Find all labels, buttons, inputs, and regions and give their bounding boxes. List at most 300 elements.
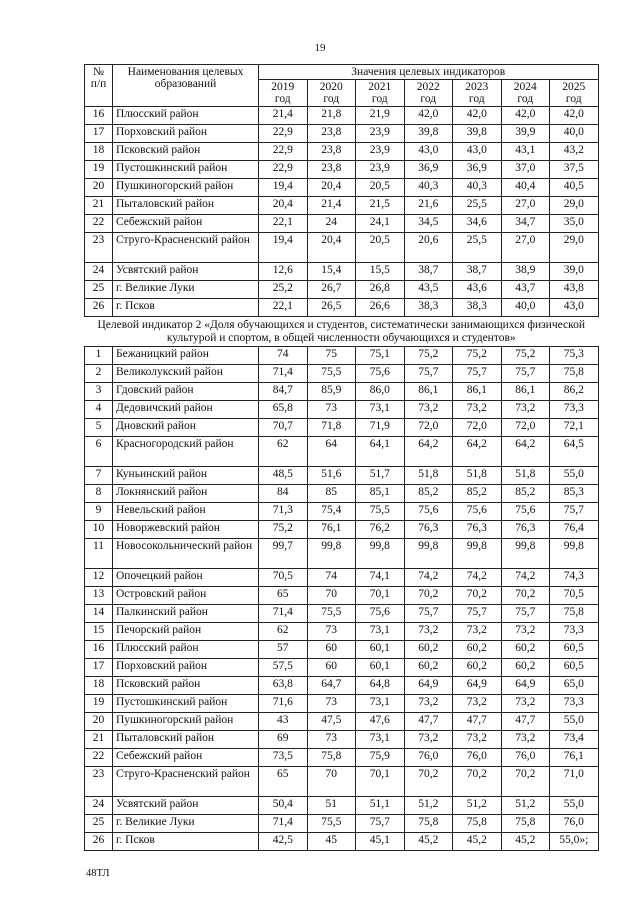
row-value: 75,8 [453, 815, 502, 833]
row-value: 43,0 [404, 143, 453, 161]
row-district-name: Новоржевский район [113, 521, 259, 539]
table-row [85, 521, 599, 539]
row-value: 40,4 [501, 179, 550, 197]
row-value: 60,5 [550, 641, 599, 659]
row-value: 22,1 [259, 215, 308, 233]
row-value: 86,1 [453, 383, 502, 401]
row-value: 34,6 [453, 215, 502, 233]
row-number: 26 [85, 833, 113, 851]
row-value: 75,7 [356, 815, 405, 833]
row-value: 40,3 [453, 179, 502, 197]
row-value: 36,9 [453, 161, 502, 179]
row-value: 42,0 [501, 107, 550, 125]
row-value: 47,7 [453, 713, 502, 731]
row-value: 42,0 [404, 107, 453, 125]
row-value: 73 [307, 623, 356, 641]
table-row [85, 347, 599, 365]
row-value: 73,5 [259, 749, 308, 767]
row-number: 23 [85, 233, 113, 263]
row-value: 75,6 [356, 365, 405, 383]
row-value: 75,7 [404, 605, 453, 623]
row-value: 39,9 [501, 125, 550, 143]
row-value: 76,1 [307, 521, 356, 539]
row-value: 57 [259, 641, 308, 659]
row-value: 23,8 [307, 125, 356, 143]
row-value: 45,2 [453, 833, 502, 851]
table-row [85, 815, 599, 833]
row-value: 74 [307, 569, 356, 587]
row-value: 55,0 [550, 797, 599, 815]
row-value: 60,1 [356, 641, 405, 659]
row-value: 37,5 [550, 161, 599, 179]
row-value: 51,1 [356, 797, 405, 815]
row-value: 23,9 [356, 161, 405, 179]
row-value: 64,7 [307, 677, 356, 695]
row-value: 75,7 [501, 605, 550, 623]
row-number: 20 [85, 179, 113, 197]
row-value: 70,5 [259, 569, 308, 587]
table-row [85, 605, 599, 623]
row-value: 38,7 [404, 263, 453, 281]
row-value: 21,8 [307, 107, 356, 125]
row-value: 25,5 [453, 197, 502, 215]
row-value: 73,3 [550, 623, 599, 641]
row-value: 50,4 [259, 797, 308, 815]
row-value: 73,2 [501, 401, 550, 419]
row-value: 73,2 [453, 623, 502, 641]
row-number: 2 [85, 365, 113, 383]
row-value: 74,3 [550, 569, 599, 587]
row-value: 43,0 [453, 143, 502, 161]
row-value: 51,6 [307, 467, 356, 485]
table-row [85, 179, 599, 197]
row-value: 85,9 [307, 383, 356, 401]
row-value: 40,3 [404, 179, 453, 197]
row-value: 85,2 [501, 485, 550, 503]
row-value: 85,2 [453, 485, 502, 503]
row-district-name: г. Псков [113, 833, 259, 851]
row-value: 60,2 [501, 641, 550, 659]
row-value: 36,9 [404, 161, 453, 179]
row-value: 73,2 [501, 695, 550, 713]
row-value: 73,3 [550, 401, 599, 419]
row-number: 4 [85, 401, 113, 419]
row-value: 99,7 [259, 539, 308, 569]
row-value: 38,3 [404, 299, 453, 317]
row-value: 75,4 [307, 503, 356, 521]
row-value: 73,1 [356, 731, 405, 749]
row-value: 76,2 [356, 521, 405, 539]
row-value: 76,0 [550, 815, 599, 833]
row-number: 17 [85, 659, 113, 677]
row-value: 75 [307, 347, 356, 365]
page-number: 19 [314, 42, 326, 54]
table-row [85, 401, 599, 419]
row-district-name: Плюсский район [113, 107, 259, 125]
row-number: 19 [85, 695, 113, 713]
row-district-name: г. Псков [113, 299, 259, 317]
row-value: 86,1 [501, 383, 550, 401]
table-row [85, 677, 599, 695]
row-value: 99,8 [453, 539, 502, 569]
row-value: 19,4 [259, 179, 308, 197]
row-district-name: г. Великие Луки [113, 281, 259, 299]
row-district-name: г. Великие Луки [113, 815, 259, 833]
row-value: 73,2 [404, 623, 453, 641]
row-value: 73 [307, 401, 356, 419]
row-district-name: Пыталовский район [113, 197, 259, 215]
row-value: 51,2 [453, 797, 502, 815]
row-value: 71,4 [259, 605, 308, 623]
row-value: 20,5 [356, 233, 405, 263]
row-value: 70,7 [259, 419, 308, 437]
row-value: 76,3 [453, 521, 502, 539]
row-value: 45,2 [404, 833, 453, 851]
row-number: 6 [85, 437, 113, 467]
row-number: 22 [85, 749, 113, 767]
table-row [85, 419, 599, 437]
row-value: 70,2 [404, 767, 453, 797]
row-value: 75,2 [501, 347, 550, 365]
row-district-name: Бежаницкий район [113, 347, 259, 365]
row-value: 23,9 [356, 125, 405, 143]
row-district-name: Дедовичский район [113, 401, 259, 419]
row-value: 26,7 [307, 281, 356, 299]
row-value: 73 [307, 731, 356, 749]
row-value: 84,7 [259, 383, 308, 401]
table-row [85, 797, 599, 815]
row-value: 99,8 [404, 539, 453, 569]
table-row [85, 659, 599, 677]
table-row [85, 695, 599, 713]
row-value: 86,2 [550, 383, 599, 401]
row-value: 47,7 [404, 713, 453, 731]
row-number: 26 [85, 299, 113, 317]
row-district-name: Великолукский район [113, 365, 259, 383]
table-row [85, 299, 599, 317]
row-value: 43,5 [404, 281, 453, 299]
row-district-name: Куньинский район [113, 467, 259, 485]
row-number: 19 [85, 161, 113, 179]
row-value: 24,1 [356, 215, 405, 233]
row-value: 38,7 [453, 263, 502, 281]
row-value: 48,5 [259, 467, 308, 485]
row-value: 38,9 [501, 263, 550, 281]
indicator-2-heading: Целевой индикатор 2 «Доля обучающихся и студентов, систематически занимающихся физической культурой и спортом, в общей численности обучающихся и студентов» [85, 317, 599, 347]
row-value: 55,0»; [550, 833, 599, 851]
row-value: 71,6 [259, 695, 308, 713]
row-value: 60,2 [404, 659, 453, 677]
row-value: 62 [259, 623, 308, 641]
row-value: 73 [307, 695, 356, 713]
table-row [85, 365, 599, 383]
row-value: 51,7 [356, 467, 405, 485]
row-value: 75,7 [404, 365, 453, 383]
row-district-name: Псковский район [113, 677, 259, 695]
row-value: 55,0 [550, 467, 599, 485]
row-value: 26,6 [356, 299, 405, 317]
row-value: 72,0 [404, 419, 453, 437]
row-district-name: Струго-Красненский район [113, 767, 259, 797]
row-district-name: Себежский район [113, 749, 259, 767]
row-value: 60 [307, 659, 356, 677]
row-value: 45 [307, 833, 356, 851]
row-value: 40,0 [550, 125, 599, 143]
row-value: 71,4 [259, 815, 308, 833]
table-row [85, 485, 599, 503]
header-year: 2023 год [453, 80, 502, 107]
row-value: 64,5 [550, 437, 599, 467]
row-value: 15,5 [356, 263, 405, 281]
row-district-name: Печорский район [113, 623, 259, 641]
row-district-name: Усвятский район [113, 797, 259, 815]
row-number: 7 [85, 467, 113, 485]
indicator-table-container [84, 64, 598, 851]
row-value: 84 [259, 485, 308, 503]
row-value: 74,2 [501, 569, 550, 587]
row-value: 20,4 [307, 179, 356, 197]
table-row [85, 641, 599, 659]
row-value: 99,8 [550, 539, 599, 569]
row-value: 76,0 [453, 749, 502, 767]
table-row [85, 569, 599, 587]
row-value: 73,2 [404, 695, 453, 713]
row-value: 72,0 [453, 419, 502, 437]
row-district-name: Порховский район [113, 125, 259, 143]
row-number: 21 [85, 731, 113, 749]
row-value: 72,1 [550, 419, 599, 437]
table-row [85, 233, 599, 263]
row-value: 76,0 [501, 749, 550, 767]
header-year: 2021 год [356, 80, 405, 107]
row-value: 39,8 [453, 125, 502, 143]
row-district-name: Красногородский район [113, 437, 259, 467]
row-value: 20,5 [356, 179, 405, 197]
row-value: 75,5 [307, 605, 356, 623]
row-district-name: Опочецкий район [113, 569, 259, 587]
row-value: 73,2 [453, 401, 502, 419]
row-value: 75,6 [404, 503, 453, 521]
row-value: 70,2 [501, 767, 550, 797]
header-year: 2022 год [404, 80, 453, 107]
row-value: 73,2 [404, 731, 453, 749]
row-value: 60,2 [453, 659, 502, 677]
row-value: 73,4 [550, 731, 599, 749]
row-number: 18 [85, 143, 113, 161]
row-number: 13 [85, 587, 113, 605]
row-value: 51,8 [501, 467, 550, 485]
row-number: 22 [85, 215, 113, 233]
row-value: 64,8 [356, 677, 405, 695]
row-value: 43,7 [501, 281, 550, 299]
row-value: 60,2 [404, 641, 453, 659]
row-value: 27,0 [501, 233, 550, 263]
table-row [85, 833, 599, 851]
row-value: 43,8 [550, 281, 599, 299]
row-value: 45,2 [501, 833, 550, 851]
row-district-name: Плюсский район [113, 641, 259, 659]
row-value: 64,2 [453, 437, 502, 467]
row-value: 75,8 [501, 815, 550, 833]
row-value: 51,8 [404, 467, 453, 485]
row-value: 99,8 [307, 539, 356, 569]
row-value: 74,1 [356, 569, 405, 587]
table-row [85, 749, 599, 767]
row-value: 47,6 [356, 713, 405, 731]
row-district-name: Усвятский район [113, 263, 259, 281]
row-number: 9 [85, 503, 113, 521]
header-year: 2024 год [501, 80, 550, 107]
table-row [85, 731, 599, 749]
row-number: 5 [85, 419, 113, 437]
row-value: 73,2 [501, 623, 550, 641]
row-value: 70,2 [404, 587, 453, 605]
row-value: 70,1 [356, 767, 405, 797]
row-value: 37,0 [501, 161, 550, 179]
row-value: 70 [307, 587, 356, 605]
table-row [85, 281, 599, 299]
row-value: 75,5 [307, 365, 356, 383]
row-number: 18 [85, 677, 113, 695]
row-value: 75,6 [453, 503, 502, 521]
row-value: 51 [307, 797, 356, 815]
row-number: 16 [85, 641, 113, 659]
row-value: 20,4 [307, 233, 356, 263]
row-value: 55,0 [550, 713, 599, 731]
row-number: 17 [85, 125, 113, 143]
row-value: 15,4 [307, 263, 356, 281]
row-number: 3 [85, 383, 113, 401]
row-value: 71,8 [307, 419, 356, 437]
row-value: 43,1 [501, 143, 550, 161]
row-value: 65,8 [259, 401, 308, 419]
table-row [85, 623, 599, 641]
row-value: 76,4 [550, 521, 599, 539]
row-value: 39,0 [550, 263, 599, 281]
row-number: 21 [85, 197, 113, 215]
row-value: 64,9 [453, 677, 502, 695]
row-value: 47,7 [501, 713, 550, 731]
table-body-top [85, 107, 599, 317]
row-value: 75,2 [259, 521, 308, 539]
row-value: 64,9 [404, 677, 453, 695]
row-value: 75,7 [501, 365, 550, 383]
row-value: 69 [259, 731, 308, 749]
row-value: 42,0 [453, 107, 502, 125]
row-value: 76,3 [404, 521, 453, 539]
row-value: 64,1 [356, 437, 405, 467]
row-value: 65 [259, 767, 308, 797]
row-value: 76,1 [550, 749, 599, 767]
row-value: 39,8 [404, 125, 453, 143]
row-value: 64,2 [404, 437, 453, 467]
row-value: 65,0 [550, 677, 599, 695]
row-district-name: Локнянский район [113, 485, 259, 503]
row-district-name: Гдовский район [113, 383, 259, 401]
row-value: 60,1 [356, 659, 405, 677]
row-value: 38,3 [453, 299, 502, 317]
row-value: 43,2 [550, 143, 599, 161]
row-number: 11 [85, 539, 113, 569]
table-row [85, 383, 599, 401]
row-district-name: Порховский район [113, 659, 259, 677]
header-year: 2025 год [550, 80, 599, 107]
row-district-name: Островский район [113, 587, 259, 605]
row-value: 75,5 [356, 503, 405, 521]
row-value: 70,2 [453, 767, 502, 797]
row-number: 14 [85, 605, 113, 623]
row-number: 23 [85, 767, 113, 797]
row-value: 43,0 [550, 299, 599, 317]
row-value: 73,2 [501, 731, 550, 749]
row-value: 85 [307, 485, 356, 503]
row-value: 70 [307, 767, 356, 797]
row-district-name: Псковский район [113, 143, 259, 161]
row-value: 75,9 [356, 749, 405, 767]
row-value: 51,8 [453, 467, 502, 485]
row-value: 65 [259, 587, 308, 605]
row-value: 75,2 [404, 347, 453, 365]
row-district-name: Пыталовский район [113, 731, 259, 749]
row-value: 75,7 [453, 605, 502, 623]
row-district-name: Палкинский район [113, 605, 259, 623]
row-value: 99,8 [356, 539, 405, 569]
row-number: 1 [85, 347, 113, 365]
row-value: 51,2 [501, 797, 550, 815]
row-value: 75,7 [453, 365, 502, 383]
table-row [85, 713, 599, 731]
header-num: № п/п [85, 65, 113, 107]
row-value: 74,2 [404, 569, 453, 587]
row-district-name: Невельский район [113, 503, 259, 521]
row-value: 64,9 [501, 677, 550, 695]
row-value: 40,0 [501, 299, 550, 317]
row-value: 21,5 [356, 197, 405, 215]
row-value: 51,2 [404, 797, 453, 815]
row-value: 20,4 [259, 197, 308, 215]
row-value: 45,1 [356, 833, 405, 851]
table-body-bottom [85, 347, 599, 851]
row-value: 75,8 [404, 815, 453, 833]
row-value: 23,9 [356, 143, 405, 161]
row-value: 19,4 [259, 233, 308, 263]
row-value: 72,0 [501, 419, 550, 437]
table-row [85, 767, 599, 797]
row-value: 76,3 [501, 521, 550, 539]
row-value: 25,2 [259, 281, 308, 299]
row-value: 73,3 [550, 695, 599, 713]
row-value: 85,2 [404, 485, 453, 503]
row-district-name: Пушкиногорский район [113, 179, 259, 197]
row-value: 73,2 [453, 695, 502, 713]
row-value: 22,1 [259, 299, 308, 317]
row-value: 75,8 [550, 365, 599, 383]
row-value: 70,5 [550, 587, 599, 605]
row-value: 75,6 [501, 503, 550, 521]
table-row [85, 125, 599, 143]
row-value: 60 [307, 641, 356, 659]
row-number: 16 [85, 107, 113, 125]
row-number: 10 [85, 521, 113, 539]
row-district-name: Дновский район [113, 419, 259, 437]
row-value: 21,4 [259, 107, 308, 125]
row-number: 25 [85, 815, 113, 833]
row-value: 43,6 [453, 281, 502, 299]
row-value: 24 [307, 215, 356, 233]
row-value: 62 [259, 437, 308, 467]
row-value: 75,6 [356, 605, 405, 623]
row-value: 70,1 [356, 587, 405, 605]
